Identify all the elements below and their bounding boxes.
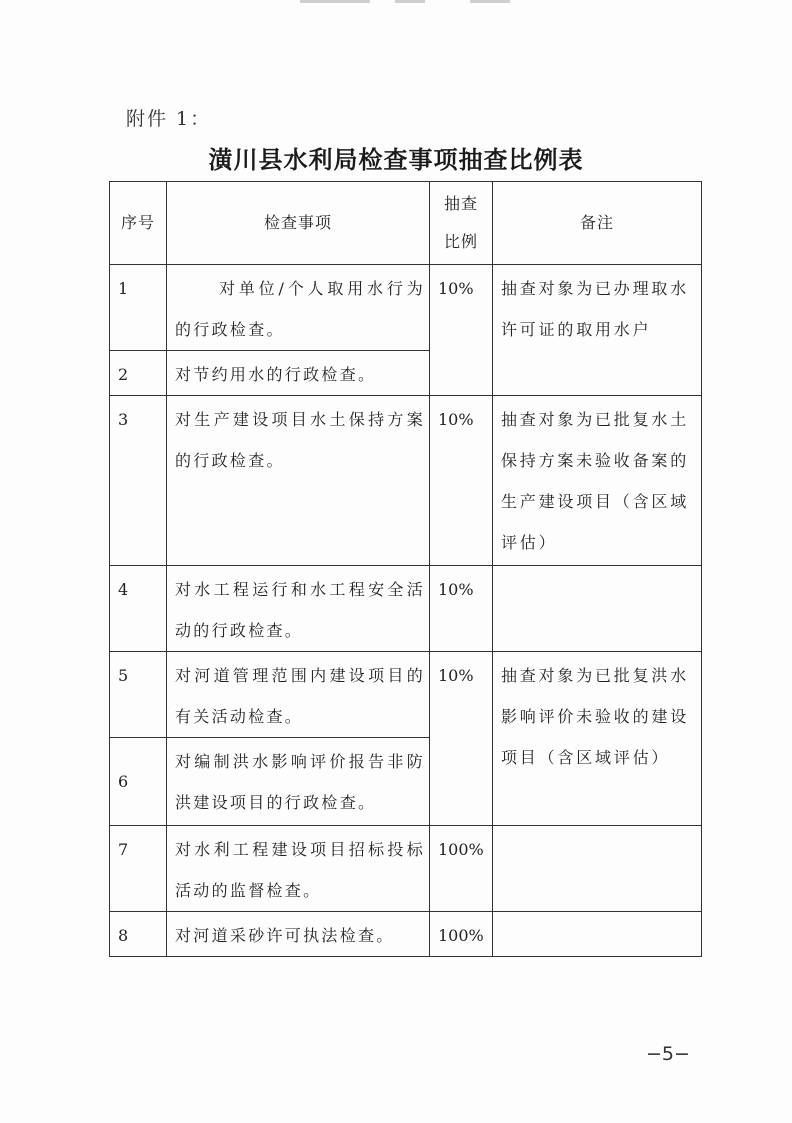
inspection-ratio-table: [109, 181, 702, 957]
row-note: [493, 912, 702, 957]
row-number: 4: [110, 566, 167, 652]
table-header-row: [110, 182, 702, 265]
row-item: 对编制洪水影响评价报告非防洪建设项目的行政检查。: [167, 738, 430, 826]
row-note: 抽查对象为已办理取水许可证的取用水户: [493, 265, 702, 396]
scan-artifact: [300, 0, 370, 3]
row-item: 对河道采砂许可执法检查。: [167, 912, 430, 957]
row-ratio: 10%: [430, 396, 493, 566]
row-ratio: 10%: [430, 652, 493, 826]
row-number: 6: [110, 738, 167, 826]
table-row: [110, 912, 702, 957]
page-number: −5−: [646, 1043, 690, 1065]
attachment-label: 附件 1：: [126, 108, 212, 130]
row-item: 对水利工程建设项目招标投标活动的监督检查。: [167, 826, 430, 912]
row-item: 对河道管理范围内建设项目的有关活动检查。: [167, 652, 430, 738]
row-item: 对水工程运行和水工程安全活动的行政检查。: [167, 566, 430, 652]
scan-artifact: [470, 0, 510, 3]
header-note: 备注: [493, 182, 702, 265]
table-row: [110, 566, 702, 652]
row-note: [493, 566, 702, 652]
table-row: [110, 265, 702, 351]
row-note: 抽查对象为已批复水土保持方案未验收备案的生产建设项目（含区域评估）: [493, 396, 702, 566]
row-ratio: 100%: [430, 826, 493, 912]
row-ratio: 100%: [430, 912, 493, 957]
table-row: [110, 826, 702, 912]
row-note: [493, 826, 702, 912]
table-row: [110, 396, 702, 566]
scan-artifact: [395, 0, 425, 3]
row-number: 1: [110, 265, 167, 351]
row-item: 对单位/个人取用水行为的行政检查。: [167, 265, 430, 351]
header-number: 序号: [110, 182, 167, 265]
header-ratio-line1: 抽查: [443, 194, 478, 213]
row-item: 对节约用水的行政检查。: [167, 351, 430, 396]
row-number: 3: [110, 396, 167, 566]
row-note: 抽查对象为已批复洪水影响评价未验收的建设项目（含区域评估）: [493, 652, 702, 826]
header-item: 检查事项: [167, 182, 430, 265]
row-number: 8: [110, 912, 167, 957]
table-row: [110, 652, 702, 738]
row-number: 7: [110, 826, 167, 912]
header-ratio: [430, 182, 493, 265]
document-title: 潢川县水利局检查事项抽查比例表: [208, 146, 584, 174]
row-ratio: 10%: [430, 566, 493, 652]
row-number: 5: [110, 652, 167, 738]
row-number: 2: [110, 351, 167, 396]
header-ratio-line2: 比例: [443, 232, 478, 251]
row-ratio: 10%: [430, 265, 493, 396]
row-item: 对生产建设项目水土保持方案的行政检查。: [167, 396, 430, 566]
